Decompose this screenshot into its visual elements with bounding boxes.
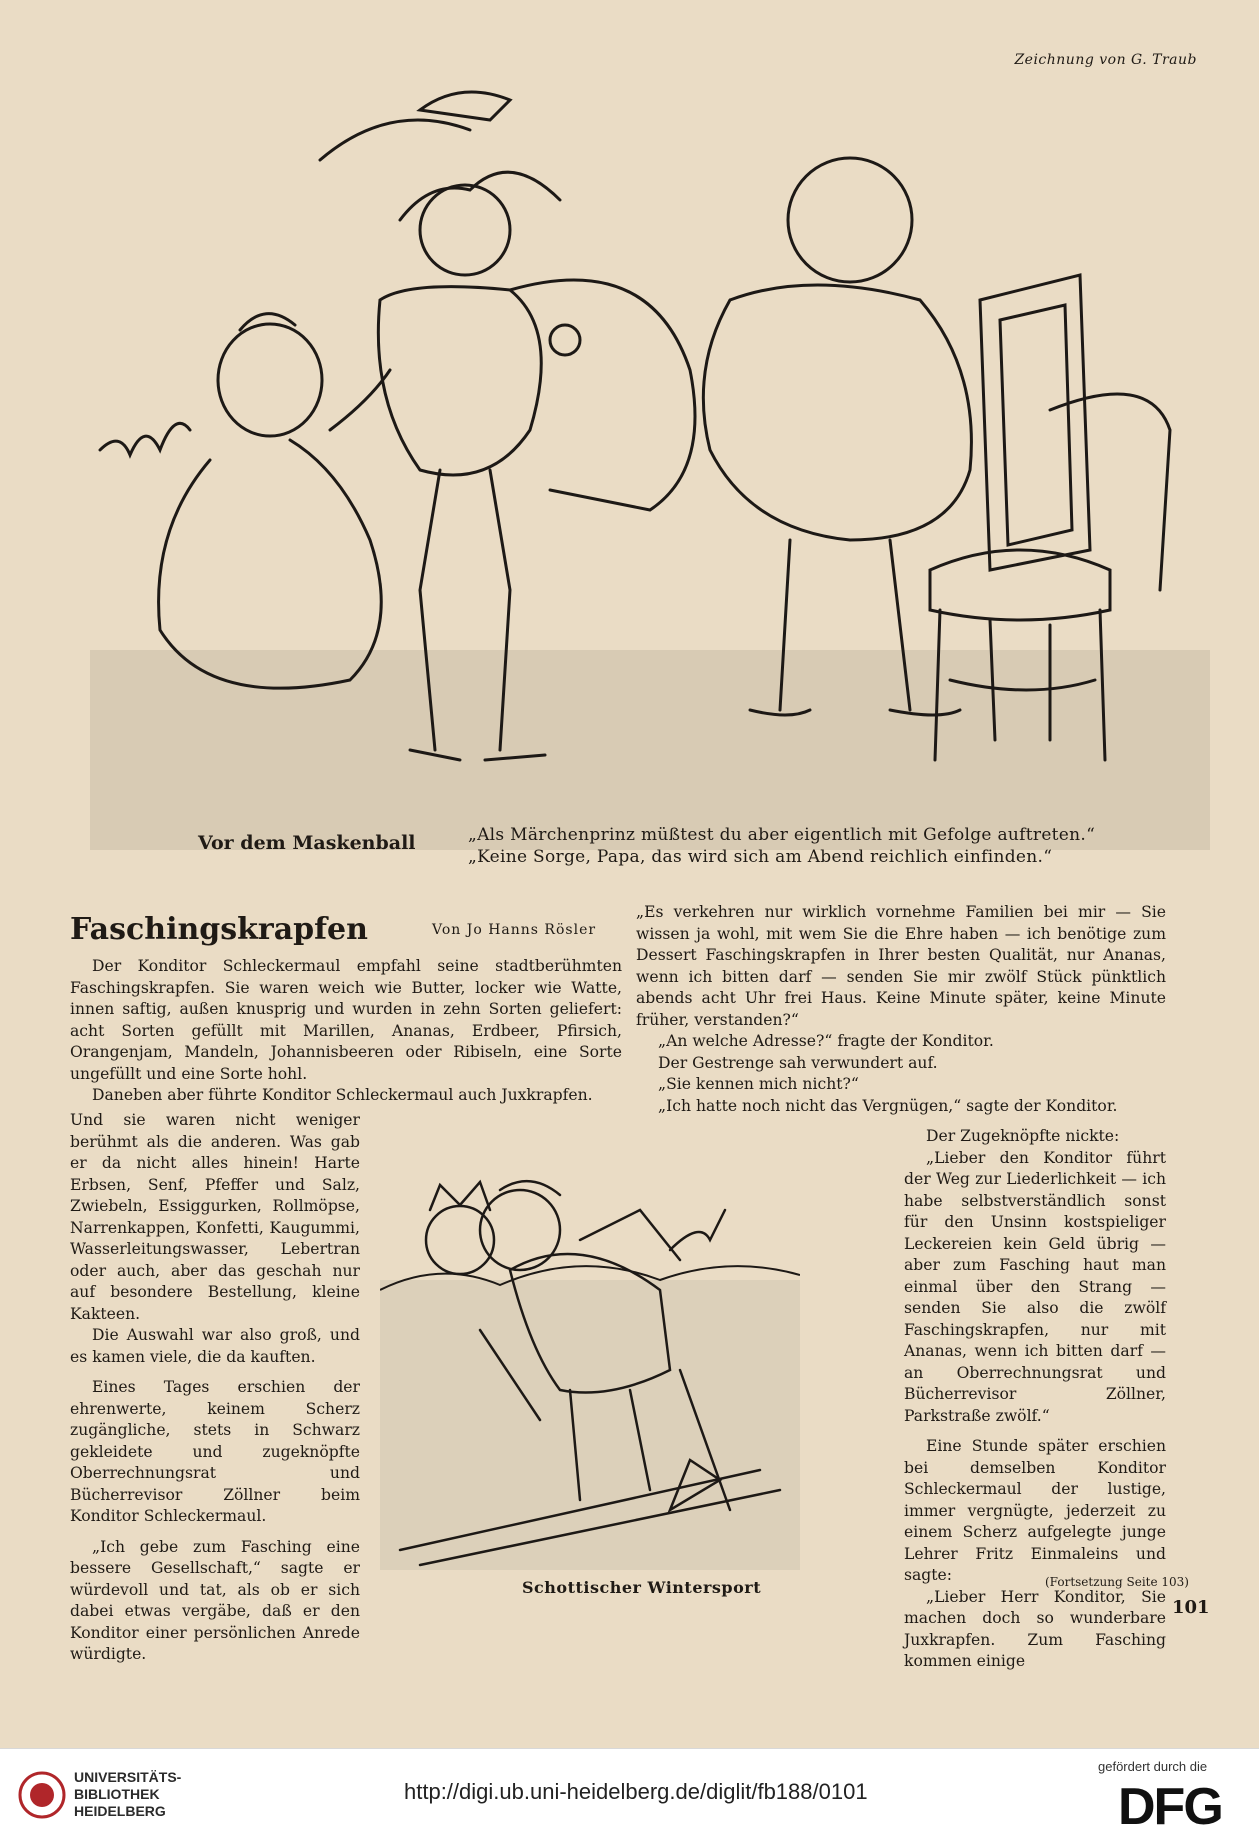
article-byline: Von Jo Hanns Rösler	[432, 922, 597, 938]
paragraph: Der Zugeknöpfte nickte:	[926, 1127, 1120, 1145]
institution-line: HEIDELBERG	[74, 1803, 166, 1819]
caption-dialogue	[468, 824, 1095, 868]
left-column-bottom	[70, 1110, 360, 1666]
paragraph: Die Auswahl war also groß, und es kamen viele, die da kauften.	[70, 1326, 360, 1366]
paragraph: „Ich gebe zum Fasching eine bessere Gesellschaft,“ sagte er würdevoll und tat, als ob er sich dabei etwas vergäbe, daß er den Konditor einer persönlichen Anrede würdigte.	[70, 1537, 360, 1663]
university-library-name	[74, 1769, 181, 1820]
top-illustration-caption	[90, 824, 1210, 880]
right-column-bottom	[904, 1126, 1166, 1673]
page-number: 101	[1172, 1597, 1210, 1618]
paragraph: Eine Stunde später erschien bei demselben Konditor Schleckermaul der lustige, immer vergnügte, jederzeit zu einem Scherz aufgelegte junge Lehrer Fritz Einmaleins und sagte:	[904, 1437, 1166, 1584]
paragraph: „An welche Adresse?“ fragte der Konditor.	[658, 1032, 994, 1050]
caption-line-2: „Keine Sorge, Papa, das wird sich am Abend reichlich einfinden.“	[468, 847, 1053, 867]
ski-illustration	[380, 1170, 800, 1570]
paragraph: „Sie kennen mich nicht?“	[658, 1075, 859, 1093]
illustration-credit: Zeichnung von G. Traub	[1014, 52, 1197, 68]
caption-line-1: „Als Märchenprinz müßtest du aber eigentlich mit Gefolge auftreten.“	[468, 825, 1096, 845]
caption-title: Vor dem Maskenball	[198, 832, 416, 854]
dfg-logo: DFG	[1118, 1778, 1222, 1836]
paragraph: „Ich hatte noch nicht das Vergnügen,“ sagte der Konditor.	[658, 1096, 1118, 1115]
paragraph: „Lieber den Konditor führt der Weg zur Liederlichkeit — ich habe selbstverständlich sonst für den Unsinn kostspieliger Leckereien kein Geld übrig — aber zum Fasching haut man einmal über den Strang — senden Sie also die zwölf Faschingskrapfen, nur mit Ananas, wenn ich bitten darf — an Oberrechnungsrat und Bücherrevisor Zöllner, Parkstraße zwölf.“	[904, 1148, 1166, 1425]
left-column-top	[70, 956, 622, 1107]
paragraph: „Lieber Herr Konditor, Sie machen doch so wunderbare Juxkrapfen. Zum Fasching kommen einige	[904, 1587, 1166, 1670]
paragraph: „Es verkehren nur wirklich vornehme Familien bei mir — Sie wissen ja wohl, mit wem Sie die Ehre haben — ich benötige zum Dessert Faschingskrapfen in Ihrer besten Qualität, nur Ananas, wenn ich bitten darf — senden Sie mir zwölf Stück pünktlich abends acht Uhr frei Haus. Keine Minute später, keine Minute früher, verstanden?“	[636, 903, 1166, 1029]
digitization-footer	[0, 1748, 1259, 1844]
ski-illustration-caption: Schottischer Wintersport	[522, 1578, 762, 1597]
paragraph: Der Gestrenge sah verwundert auf.	[658, 1053, 938, 1072]
paragraph: Daneben aber führte Konditor Schleckermaul auch Juxkrapfen.	[92, 1086, 593, 1104]
funded-by-label: gefördert durch die	[1098, 1759, 1208, 1774]
continued-note: (Fortsetzung Seite 103)	[1045, 1575, 1189, 1589]
permalink-url[interactable]: http://digi.ub.uni-heidelberg.de/diglit/fb188/0101	[404, 1779, 868, 1804]
paragraph: Eines Tages erschien der ehrenwerte, keinem Scherz zugängliche, stets in Schwarz gekleidete und zugeknöpfte Oberrechnungsrat und Bücherrevisor Zöllner beim Konditor Schleckermaul.	[70, 1378, 360, 1525]
paragraph: Und sie waren nicht weniger berühmt als die anderen. Was gab er da nicht alles hinein! Harte Erbsen, Senf, Pfeffer und Salz, Zwiebeln, Essiggurken, Rollmöpse, Narrenkappen, Konfetti, Kaugummi, Wasserleitungswasser, Lebertran oder auch, aber das geschah nur auf besondere Bestellung, kleine Kakteen.	[70, 1111, 360, 1323]
institution-line: BIBLIOTHEK	[74, 1786, 160, 1802]
article-title: Faschingskrapfen	[70, 912, 368, 947]
masked-ball-illustration	[90, 70, 1210, 850]
university-seal-icon	[18, 1771, 66, 1819]
right-column-top	[636, 902, 1166, 1117]
institution-line: UNIVERSITÄTS-	[74, 1769, 182, 1785]
paragraph: Der Konditor Schleckermaul empfahl seine stadtberühmten Faschingskrapfen. Sie waren weich wie Butter, locker wie Watte, innen saftig, außen knusprig und wurden in zehn Sorten geliefert: acht Sorten gefüllt mit Marillen, Ananas, Erdbeer, Pfirsich, Orangenjam, Mandeln, Johannisbeeren oder Ribiseln, eine Sorte ungefüllt und eine Sorte hohl.	[70, 957, 622, 1083]
